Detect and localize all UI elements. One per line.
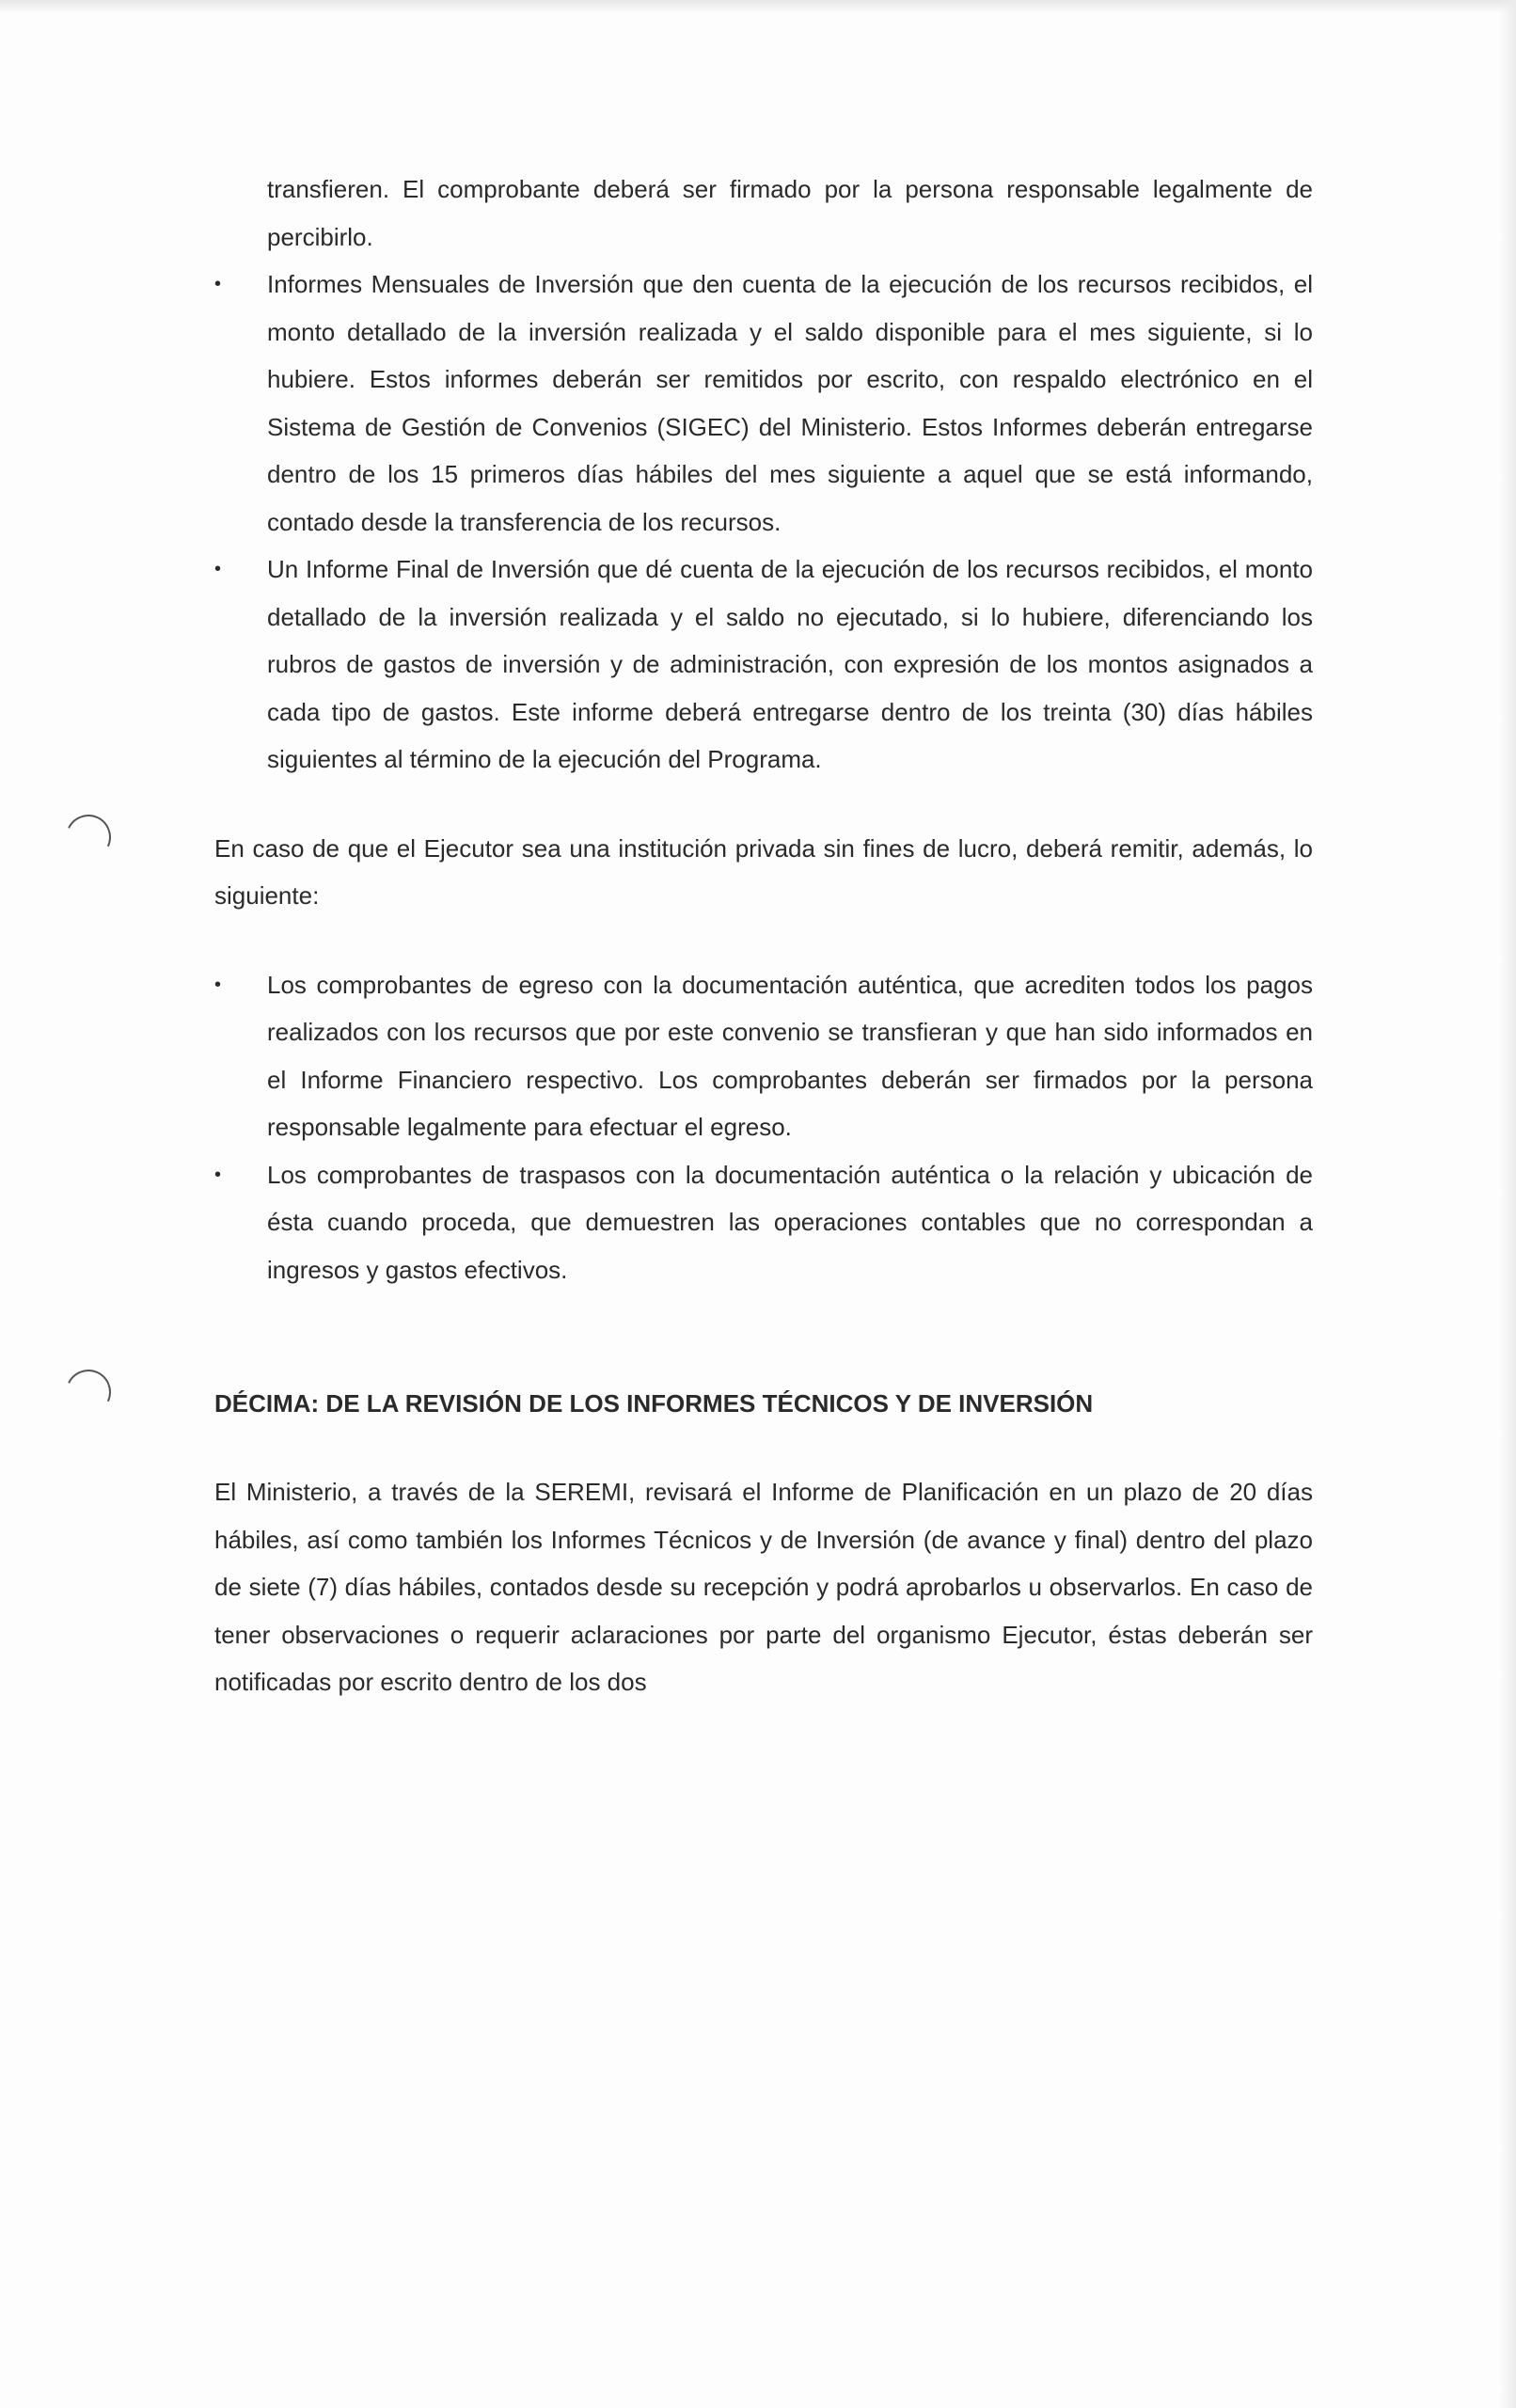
list-item xyxy=(214,546,1313,784)
bullet-icon: • xyxy=(214,274,222,294)
scan-edge-top xyxy=(0,0,1516,13)
list-item xyxy=(214,961,1313,1151)
private-institution-list xyxy=(214,961,1313,1294)
document-body xyxy=(214,166,1313,1706)
bullet-icon: • xyxy=(214,974,222,995)
scan-edge-right xyxy=(1499,0,1516,2408)
section-heading: DÉCIMA: DE LA REVISIÓN DE LOS INFORMES TÉCNICOS Y DE INVERSIÓN xyxy=(214,1389,1094,1418)
list-item-text: Los comprobantes de traspasos con la documentación auténtica o la relación y ubicación de ésta cuando proceda, que demuestren las operaciones contables que no correspondan a ingresos y gastos efectivos. xyxy=(267,1160,1313,1284)
punch-hole-mark-upper xyxy=(59,808,118,866)
continuation-text: transfieren. El comprobante deberá ser firmado por la persona responsable legalmente de percibirlo. xyxy=(267,175,1313,251)
review-paragraph: El Ministerio, a través de la SEREMI, revisará el Informe de Planificación en un plazo de 20 días hábiles, así como también los Informes Técnicos y de Inversión (de avance y final) dentro del plazo de siete (7) días hábiles, contados desde su recepción y podrá aprobarlos u observarlos. En caso de tener observaciones o requerir aclaraciones por parte del organismo Ejecutor, éstas deberán ser notificadas por escrito dentro de los dos xyxy=(214,1478,1313,1696)
list-item xyxy=(214,261,1313,546)
monthly-final-reports-list xyxy=(214,261,1313,784)
list-item-text: Un Informe Final de Inversión que dé cuenta de la ejecución de los recursos recibidos, el monto detallado de la inversión realizada y el saldo no ejecutado, si lo hubiere, diferenciando los rubros de gastos de inversión y de administración, con expresión de los montos asignados a cada tipo de gastos. Este informe deberá entregarse dentro de los treinta (30) días hábiles siguientes al término de la ejecución del Programa. xyxy=(267,555,1313,773)
bullet-icon: • xyxy=(214,1164,222,1185)
bullet-icon: • xyxy=(214,559,222,579)
list-item-text: Los comprobantes de egreso con la documentación auténtica, que acrediten todos los pagos realizados con los recursos que por este convenio se transfieran y que han sido informados en el Informe Financiero respectivo. Los comprobantes deberán ser firmados por la persona responsable legalmente para efectuar el egreso. xyxy=(267,970,1313,1141)
private-institution-paragraph: En caso de que el Ejecutor sea una institución privada sin fines de lucro, deberá remitir, además, lo siguiente: xyxy=(214,833,1313,910)
list-item xyxy=(214,1151,1313,1294)
list-item-text: Informes Mensuales de Inversión que den cuenta de la ejecución de los recursos recibidos, el monto detallado de la inversión realizada y el saldo disponible para el mes siguiente, si lo hubiere. Estos informes deberán ser remitidos por escrito, con respaldo electrónico en el Sistema de Gestión de Convenios (SIGEC) del Ministerio. Estos Informes deberán entregarse dentro de los 15 primeros días hábiles del mes siguiente a aquel que se está informando, contado desde la transferencia de los recursos. xyxy=(267,270,1313,536)
punch-hole-mark-lower xyxy=(59,1363,118,1421)
